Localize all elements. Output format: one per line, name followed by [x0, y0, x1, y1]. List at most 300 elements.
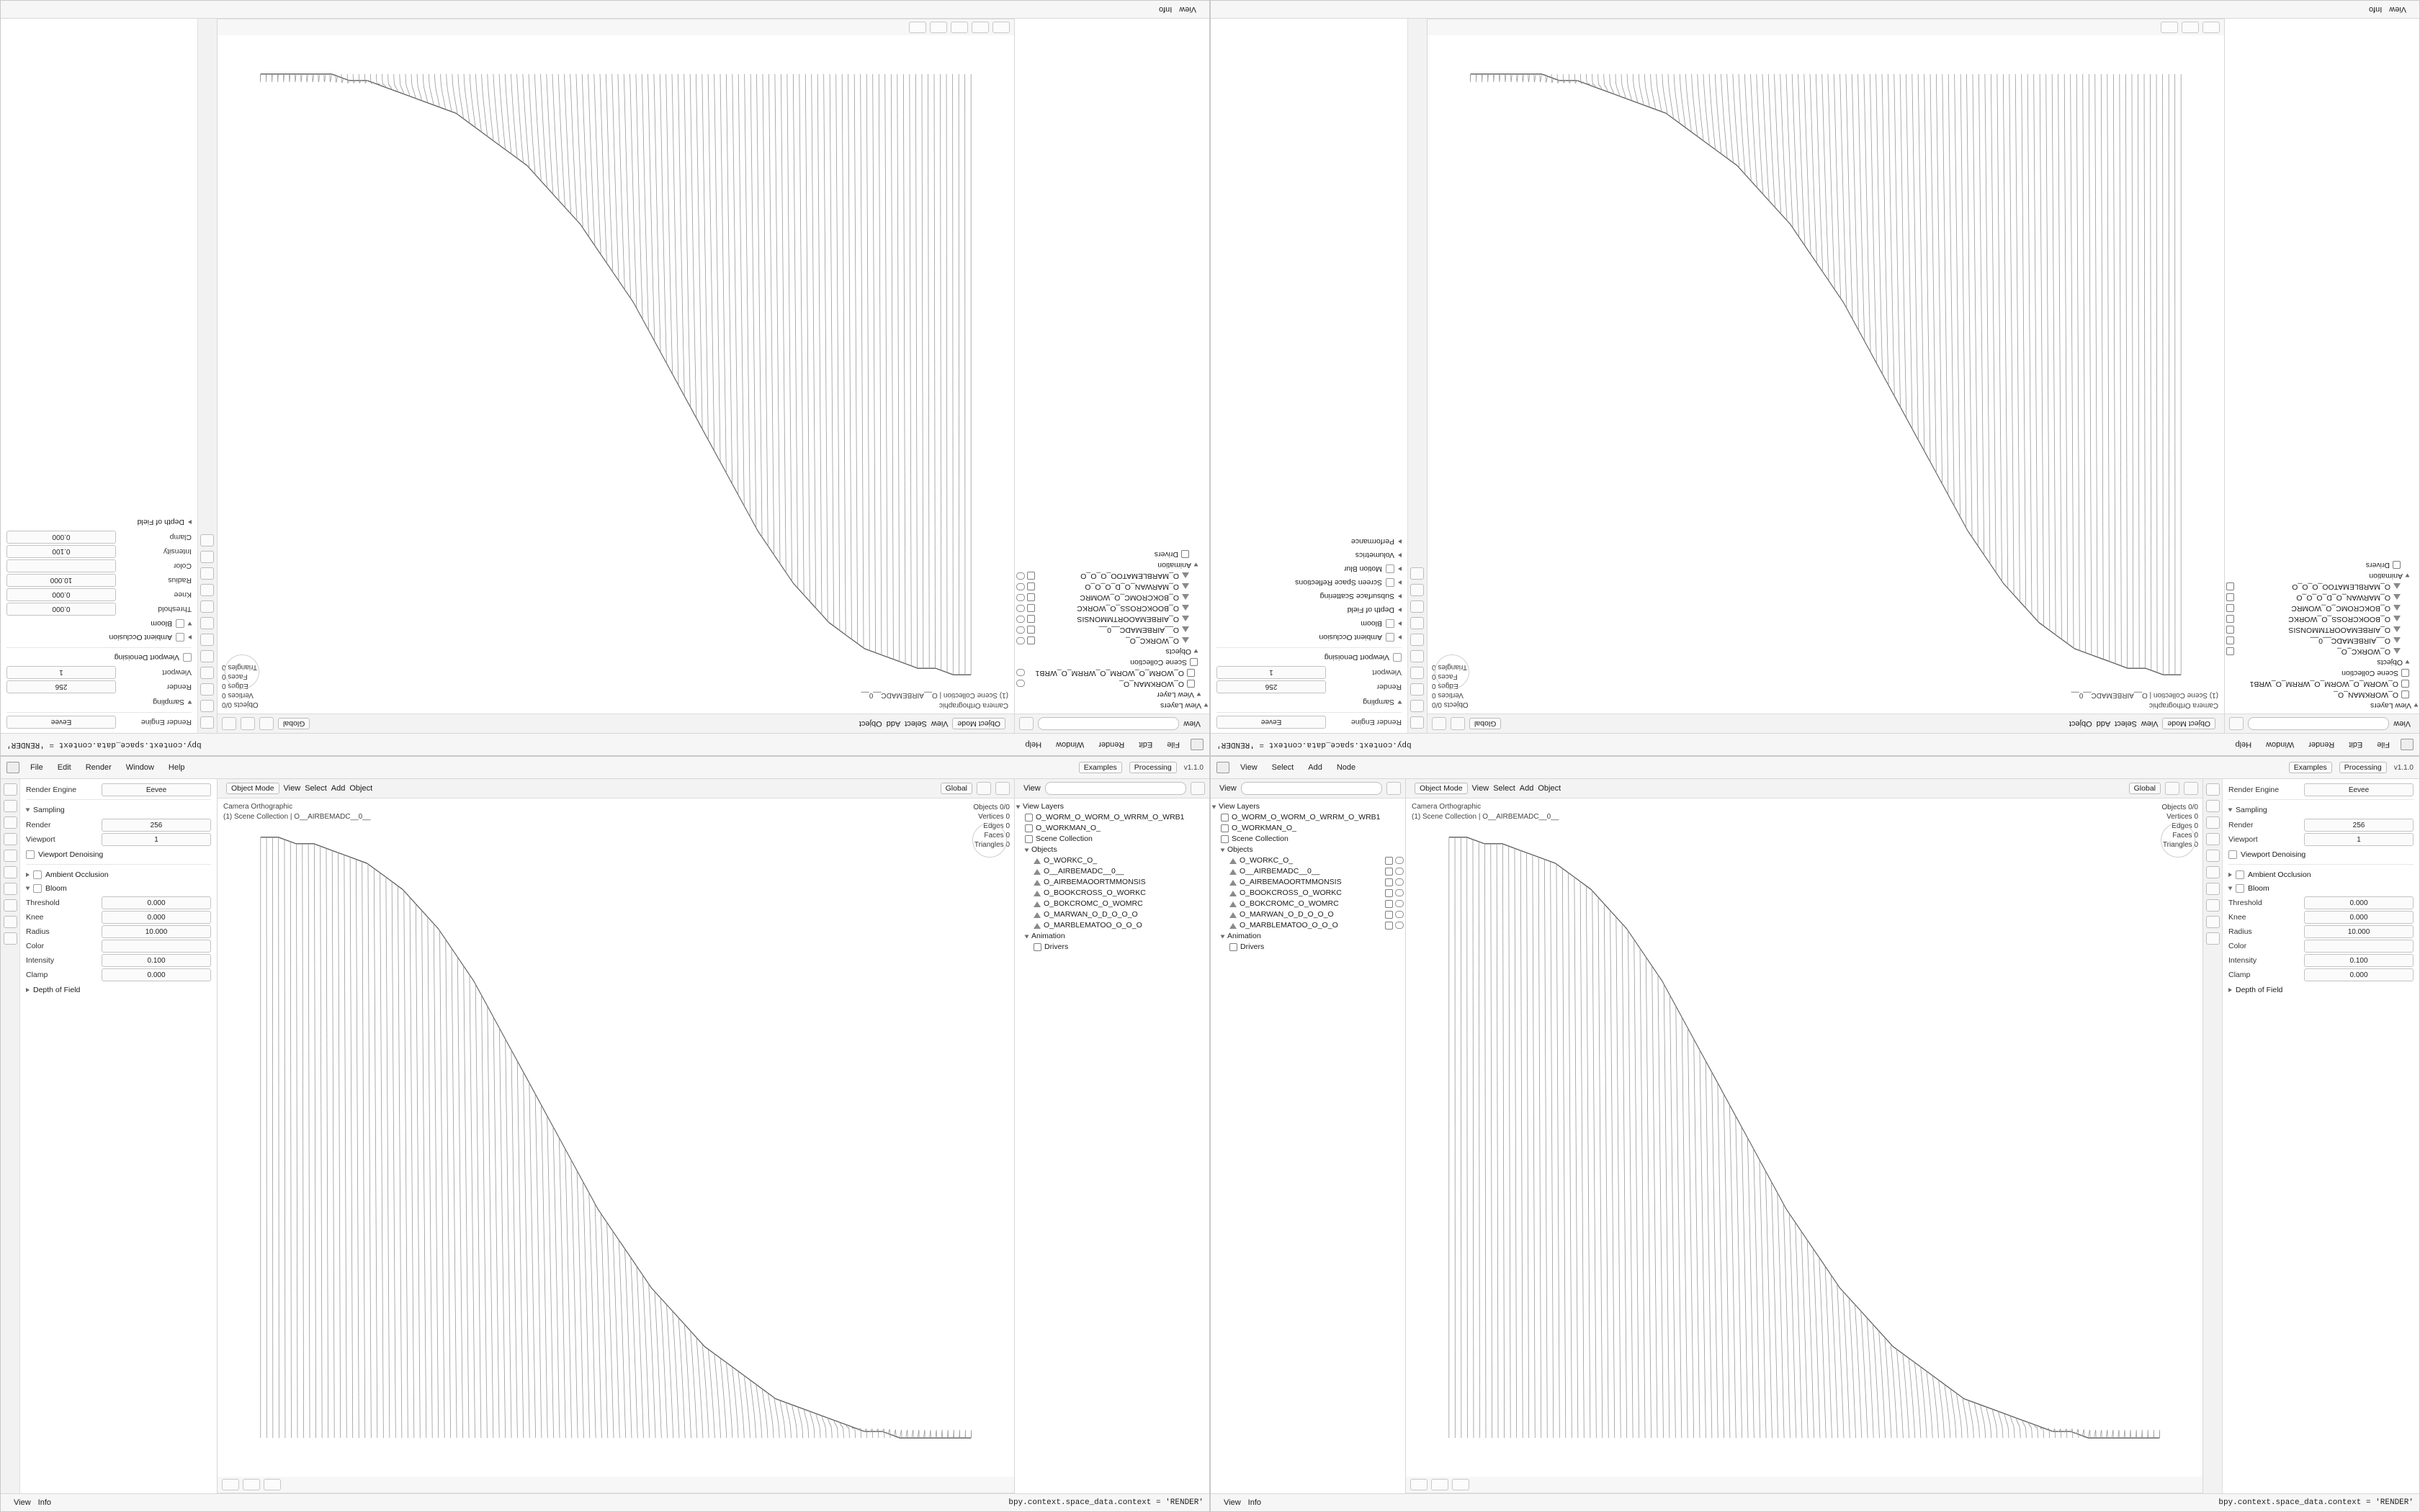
panel-performance[interactable]	[1216, 535, 1402, 549]
shading-solid-icon[interactable]	[995, 782, 1010, 795]
table-row[interactable]	[1016, 613, 1208, 624]
render-engine-value[interactable]: Eevee	[2304, 783, 2414, 796]
outliner-search-input[interactable]	[1045, 782, 1186, 795]
bloom-knee-field[interactable]	[26, 911, 211, 924]
list-item[interactable]	[1016, 812, 1208, 823]
bloom-knee-field[interactable]	[6, 588, 192, 601]
tab-view-layer[interactable]	[2206, 833, 2220, 845]
list-item[interactable]	[1016, 942, 1208, 953]
outliner-view-menu[interactable]: View	[1183, 719, 1201, 728]
bloom-clamp-field[interactable]	[26, 968, 211, 981]
checkbox-icon[interactable]	[1385, 857, 1393, 865]
render-samples-value[interactable]: 256	[6, 680, 116, 693]
panel-depth-of-field[interactable]	[6, 516, 192, 529]
tab-view-layer[interactable]	[4, 833, 17, 845]
record-icon[interactable]	[951, 22, 968, 33]
checkbox-icon[interactable]	[1385, 911, 1393, 919]
table-row[interactable]	[1016, 877, 1208, 888]
panel-ambient-occlusion[interactable]	[2228, 868, 2414, 881]
sampling-panel-header[interactable]	[2228, 803, 2414, 817]
filter-icon[interactable]	[1191, 782, 1205, 795]
table-row[interactable]	[1016, 581, 1208, 592]
keyframe-icon[interactable]	[1431, 1479, 1448, 1490]
list-item[interactable]	[1016, 657, 1208, 667]
table-row[interactable]	[1016, 570, 1208, 581]
tab-tool[interactable]	[4, 783, 17, 796]
checkbox-icon[interactable]	[33, 870, 42, 879]
table-row[interactable]	[1016, 909, 1208, 920]
chevron-right-icon[interactable]	[1398, 554, 1402, 558]
viewport-select-menu[interactable]: Select	[2115, 719, 2137, 728]
bloom-color-field[interactable]	[26, 940, 211, 953]
tab-output[interactable]	[201, 683, 215, 696]
tab-render[interactable]	[1411, 700, 1425, 712]
chevron-right-icon[interactable]	[1398, 567, 1402, 572]
list-item[interactable]	[1212, 942, 1404, 953]
render-samples-value[interactable]: 256	[1216, 680, 1326, 693]
status-info-menu[interactable]: Info	[2368, 5, 2383, 14]
panel-bloom[interactable]	[6, 617, 192, 631]
jump-start-icon[interactable]	[930, 22, 947, 33]
chevron-right-icon[interactable]	[1398, 608, 1402, 613]
visibility-icon[interactable]	[1016, 605, 1025, 612]
tab-modifiers[interactable]	[2206, 899, 2220, 912]
bloom-radius-field[interactable]	[26, 925, 211, 938]
field-value[interactable]: 0.000	[2304, 896, 2414, 909]
snap-icon[interactable]	[1451, 717, 1465, 730]
table-row[interactable]	[1212, 877, 1404, 888]
playback-icon[interactable]	[222, 1479, 239, 1490]
transform-orientation-dropdown[interactable]: Global	[941, 783, 972, 794]
viewport-add-menu[interactable]: Add	[331, 784, 346, 793]
list-item[interactable]	[1016, 834, 1208, 845]
checkbox-icon[interactable]	[2226, 582, 2234, 590]
table-row[interactable]	[1016, 920, 1208, 931]
bloom-clamp-field[interactable]	[6, 531, 192, 544]
navigation-gizmo[interactable]	[2161, 823, 2195, 858]
tab-particles[interactable]	[4, 916, 17, 928]
tab-physics[interactable]	[4, 932, 17, 945]
table-row[interactable]	[1016, 855, 1208, 866]
bloom-radius-field[interactable]	[6, 574, 192, 587]
tab-tool[interactable]	[2206, 783, 2220, 796]
tab-modifiers[interactable]	[4, 899, 17, 912]
list-item[interactable]	[1016, 678, 1208, 689]
list-item[interactable]	[1016, 549, 1208, 559]
proportional-edit-icon[interactable]	[241, 717, 255, 730]
record-icon[interactable]	[264, 1479, 281, 1490]
tab-render[interactable]	[201, 700, 215, 712]
sampling-panel-header[interactable]	[6, 695, 192, 709]
tab-material[interactable]	[201, 534, 215, 546]
viewport-select-menu[interactable]: Select	[305, 784, 327, 793]
navigation-gizmo[interactable]	[1435, 654, 1469, 689]
visibility-icon[interactable]	[1016, 637, 1025, 644]
table-row[interactable]	[1212, 888, 1404, 899]
checkbox-icon[interactable]	[1027, 593, 1035, 601]
sampling-render-field[interactable]	[1216, 680, 1402, 693]
panel-bloom[interactable]	[2228, 881, 2414, 895]
list-item[interactable]	[1016, 559, 1208, 570]
tab-modifiers[interactable]	[1411, 600, 1425, 613]
tab-world[interactable]	[4, 866, 17, 878]
list-item[interactable]	[1016, 931, 1208, 942]
chevron-down-icon[interactable]	[188, 622, 192, 626]
table-row[interactable]	[1016, 603, 1208, 613]
chevron-right-icon[interactable]	[2228, 873, 2232, 877]
chevron-down-icon[interactable]	[2228, 809, 2233, 812]
transform-orientation-dropdown[interactable]: Global	[1469, 718, 1501, 729]
status-view-menu[interactable]: View	[1224, 1498, 1241, 1507]
filter-icon[interactable]	[1386, 782, 1401, 795]
tab-object[interactable]	[1411, 617, 1425, 629]
field-value[interactable]: 0.000	[6, 531, 116, 544]
editor-type-icon[interactable]	[1191, 739, 1204, 750]
tab-particles[interactable]	[201, 584, 215, 596]
visibility-icon[interactable]	[1395, 889, 1404, 896]
chevron-down-icon[interactable]	[1221, 935, 1225, 938]
visibility-icon[interactable]	[1395, 878, 1404, 886]
object-mode-dropdown[interactable]: Object Mode	[1415, 783, 1468, 794]
visibility-icon[interactable]	[1016, 616, 1025, 623]
menu-edit[interactable]: Edit	[1139, 740, 1153, 749]
list-item[interactable]	[2226, 678, 2418, 689]
tab-render[interactable]	[2206, 800, 2220, 812]
field-value[interactable]: 10.000	[102, 925, 211, 938]
list-item[interactable]	[2226, 570, 2418, 581]
field-value[interactable]: 10.000	[6, 574, 116, 587]
checkbox-icon[interactable]	[1385, 900, 1393, 908]
tab-particles[interactable]	[1411, 584, 1425, 596]
viewport-view-menu[interactable]: View	[931, 719, 949, 728]
table-row[interactable]	[1016, 888, 1208, 899]
render-engine-value[interactable]: Eevee	[102, 783, 211, 796]
viewport-samples-value[interactable]: 1	[1216, 666, 1326, 679]
outliner-view-menu[interactable]: View	[1023, 784, 1041, 793]
checkbox-icon[interactable]	[176, 634, 184, 642]
tab-world[interactable]	[2206, 866, 2220, 878]
status-info-menu[interactable]: Info	[1158, 5, 1173, 14]
tab-scene[interactable]	[2206, 850, 2220, 862]
object-mode-dropdown[interactable]: Object Mode	[952, 718, 1005, 729]
checkbox-icon[interactable]	[2226, 615, 2234, 623]
editor-type-icon[interactable]	[6, 762, 19, 773]
checkbox-icon[interactable]	[176, 620, 184, 629]
tab-particles[interactable]	[2206, 916, 2220, 928]
chevron-down-icon[interactable]	[1212, 805, 1216, 809]
checkbox-icon[interactable]	[2226, 593, 2234, 601]
list-item[interactable]	[2226, 559, 2418, 570]
viewport-canvas[interactable]	[218, 35, 1014, 714]
render-samples-value[interactable]: 256	[2304, 819, 2414, 832]
field-value[interactable]: 0.000	[2304, 968, 2414, 981]
viewport-add-menu[interactable]: Add	[1519, 784, 1534, 793]
playback-icon[interactable]	[2202, 22, 2220, 33]
checkbox-icon[interactable]	[1385, 922, 1393, 930]
viewport-view-menu[interactable]: View	[2141, 719, 2159, 728]
tab-world[interactable]	[201, 634, 215, 646]
chevron-down-icon[interactable]	[2406, 660, 2410, 664]
sampling-viewport-field[interactable]	[1216, 666, 1402, 679]
filter-icon[interactable]	[2229, 717, 2244, 730]
checkbox-icon[interactable]	[1385, 889, 1393, 897]
status-view-menu[interactable]: View	[14, 1498, 31, 1507]
menu-window[interactable]: Window	[125, 763, 154, 772]
checkbox-icon[interactable]	[2226, 636, 2234, 644]
tab-modifiers[interactable]	[201, 600, 215, 613]
viewport-denoising-row[interactable]	[1216, 651, 1402, 665]
chevron-down-icon[interactable]	[26, 809, 30, 812]
field-value[interactable]: 10.000	[2304, 925, 2414, 938]
table-row[interactable]	[1212, 920, 1404, 931]
viewport-object-menu[interactable]: Object	[2069, 719, 2092, 728]
viewport-view-menu[interactable]: View	[1471, 784, 1489, 793]
bloom-threshold-field[interactable]	[2228, 896, 2414, 909]
shading-solid-icon[interactable]	[2184, 782, 2198, 795]
chevron-down-icon[interactable]	[1194, 563, 1198, 567]
tab-render[interactable]	[4, 800, 17, 812]
outliner-search-input[interactable]	[2248, 717, 2389, 730]
menu-window[interactable]: Window	[1056, 740, 1085, 749]
keyframe-icon[interactable]	[243, 1479, 260, 1490]
menu-file[interactable]: File	[2377, 740, 2390, 749]
tab-scene[interactable]	[1411, 650, 1425, 662]
bloom-color-field[interactable]	[6, 559, 192, 572]
examples-dropdown[interactable]: Examples	[2289, 762, 2332, 773]
chevron-down-icon[interactable]	[26, 886, 30, 890]
chevron-down-icon[interactable]	[1025, 848, 1029, 852]
panel-subsurface-scattering[interactable]	[1216, 590, 1402, 603]
menu-render[interactable]: Render	[1098, 740, 1125, 749]
visibility-icon[interactable]	[1016, 626, 1025, 634]
tab-physics[interactable]	[2206, 932, 2220, 945]
checkbox-icon[interactable]	[26, 850, 35, 859]
render-samples-value[interactable]: 256	[102, 819, 211, 832]
viewport-object-menu[interactable]: Object	[859, 719, 882, 728]
chevron-right-icon[interactable]	[1398, 636, 1402, 640]
field-value[interactable]: 0.100	[6, 545, 116, 558]
chevron-right-icon[interactable]	[188, 521, 192, 525]
processing-dropdown[interactable]: Processing	[1129, 762, 1177, 773]
table-row[interactable]	[2226, 624, 2418, 635]
bloom-intensity-field[interactable]	[2228, 954, 2414, 967]
bloom-color-field[interactable]	[2228, 940, 2414, 953]
visibility-icon[interactable]	[1016, 680, 1025, 688]
transform-orientation-dropdown[interactable]: Global	[2129, 783, 2161, 794]
list-item[interactable]	[2226, 689, 2418, 700]
tab-world[interactable]	[1411, 634, 1425, 646]
tab-tool[interactable]	[201, 716, 215, 729]
list-item[interactable]	[1016, 646, 1208, 657]
checkbox-icon[interactable]	[1386, 565, 1394, 574]
outliner-row-view-layers[interactable]	[2226, 700, 2418, 711]
table-row[interactable]	[2226, 613, 2418, 624]
outliner-row-view-layers[interactable]	[1212, 801, 1404, 812]
processing-dropdown[interactable]: Processing	[2339, 762, 2387, 773]
tab-tool[interactable]	[1411, 716, 1425, 729]
field-value[interactable]	[2304, 940, 2414, 953]
viewport-canvas-2[interactable]	[1428, 35, 2224, 714]
chevron-right-icon[interactable]	[1398, 595, 1402, 599]
chevron-right-icon[interactable]	[26, 988, 30, 992]
sampling-render-field[interactable]	[2228, 819, 2414, 832]
chevron-down-icon[interactable]	[2414, 703, 2419, 707]
bloom-clamp-field[interactable]	[2228, 968, 2414, 981]
shading-solid-icon[interactable]	[1432, 717, 1446, 730]
outliner-row-view-layers[interactable]	[1016, 801, 1208, 812]
menu-edit[interactable]: Edit	[2349, 740, 2363, 749]
tab-output[interactable]	[4, 816, 17, 829]
status-info-menu[interactable]: Info	[1247, 1498, 1262, 1507]
list-item[interactable]	[1016, 845, 1208, 855]
viewport-object-menu[interactable]: Object	[1538, 784, 1561, 793]
menu-help[interactable]: Help	[2235, 740, 2252, 749]
bloom-intensity-field[interactable]	[26, 954, 211, 967]
field-value[interactable]: 0.100	[102, 954, 211, 967]
table-row[interactable]	[1016, 624, 1208, 635]
checkbox-icon[interactable]	[2226, 647, 2234, 655]
menu-select[interactable]: Select	[1271, 763, 1294, 772]
tab-object[interactable]	[4, 883, 17, 895]
panel-depth-of-field[interactable]	[2228, 983, 2414, 996]
menu-render[interactable]: Render	[85, 763, 112, 772]
panel-motion-blur[interactable]	[1216, 562, 1402, 576]
tab-output[interactable]	[1411, 683, 1425, 696]
chevron-right-icon[interactable]	[1398, 540, 1402, 544]
viewport-samples-value[interactable]: 1	[6, 666, 116, 679]
sampling-panel-header[interactable]	[26, 803, 211, 817]
status-view-menu[interactable]: View	[2389, 5, 2406, 14]
field-value[interactable]	[102, 940, 211, 953]
visibility-icon[interactable]	[1016, 583, 1025, 590]
viewport-add-menu[interactable]: Add	[886, 719, 901, 728]
checkbox-icon[interactable]	[2226, 626, 2234, 634]
chevron-right-icon[interactable]	[1398, 581, 1402, 585]
object-mode-dropdown[interactable]: Object Mode	[2162, 718, 2215, 729]
object-mode-dropdown[interactable]: Object Mode	[226, 783, 279, 794]
render-engine-value[interactable]: Eevee	[6, 716, 116, 729]
checkbox-icon[interactable]	[183, 654, 192, 662]
record-icon[interactable]	[2161, 22, 2178, 33]
list-item[interactable]	[1212, 812, 1404, 823]
bloom-threshold-field[interactable]	[26, 896, 211, 909]
bloom-knee-field[interactable]	[2228, 911, 2414, 924]
table-row[interactable]	[1016, 899, 1208, 909]
shading-solid-icon[interactable]	[222, 717, 236, 730]
render-engine-field[interactable]	[26, 783, 211, 796]
keyframe-icon[interactable]	[972, 22, 989, 33]
table-row[interactable]	[1016, 866, 1208, 877]
status-view-menu[interactable]: View	[1179, 5, 1196, 14]
viewport-samples-value[interactable]: 1	[102, 833, 211, 846]
visibility-icon[interactable]	[1395, 900, 1404, 907]
checkbox-icon[interactable]	[1385, 878, 1393, 886]
checkbox-icon[interactable]	[2226, 604, 2234, 612]
sampling-panel-header[interactable]	[1216, 695, 1402, 709]
checkbox-icon[interactable]	[1027, 636, 1035, 644]
chevron-down-icon[interactable]	[1194, 649, 1198, 653]
panel-ambient-occlusion[interactable]	[6, 631, 192, 644]
tab-object[interactable]	[2206, 883, 2220, 895]
viewport-view-menu[interactable]: View	[283, 784, 301, 793]
table-row[interactable]	[1212, 855, 1404, 866]
list-item[interactable]	[1016, 823, 1208, 834]
menu-view[interactable]: View	[1240, 763, 1258, 772]
checkbox-icon[interactable]	[1027, 582, 1035, 590]
checkbox-icon[interactable]	[2228, 850, 2237, 859]
list-item[interactable]	[1212, 931, 1404, 942]
menu-window[interactable]: Window	[2266, 740, 2295, 749]
list-item[interactable]	[1212, 834, 1404, 845]
render-engine-value[interactable]: Eevee	[1216, 716, 1326, 729]
editor-type-icon[interactable]	[2401, 739, 2414, 750]
tab-physics[interactable]	[201, 567, 215, 580]
menu-node[interactable]: Node	[1336, 763, 1356, 772]
viewport-denoising-row[interactable]	[26, 847, 211, 861]
chevron-down-icon[interactable]	[1197, 693, 1201, 696]
tab-output[interactable]	[2206, 816, 2220, 829]
render-engine-field[interactable]	[1216, 716, 1402, 729]
chevron-down-icon[interactable]	[1016, 805, 1021, 809]
checkbox-icon[interactable]	[1027, 626, 1035, 634]
checkbox-icon[interactable]	[1027, 572, 1035, 580]
menu-file[interactable]: File	[1167, 740, 1180, 749]
panel-bloom[interactable]	[26, 881, 211, 895]
panel-ambient-occlusion[interactable]	[1216, 631, 1402, 644]
table-row[interactable]	[2226, 646, 2418, 657]
checkbox-icon[interactable]	[1385, 868, 1393, 876]
snap-icon[interactable]	[259, 717, 274, 730]
outliner-row-view-layers[interactable]	[1016, 700, 1208, 711]
checkbox-icon[interactable]	[1386, 620, 1394, 629]
outliner-search-input[interactable]	[1241, 782, 1382, 795]
viewport-canvas-3[interactable]	[218, 798, 1014, 1477]
field-value[interactable]: 0.000	[6, 588, 116, 601]
chevron-right-icon[interactable]	[188, 636, 192, 640]
table-row[interactable]	[1016, 592, 1208, 603]
table-row[interactable]	[1212, 866, 1404, 877]
field-value[interactable]: 0.000	[102, 896, 211, 909]
playback-icon[interactable]	[1410, 1479, 1428, 1490]
outliner-view-menu[interactable]: View	[1219, 784, 1237, 793]
visibility-icon[interactable]	[1395, 911, 1404, 918]
field-value[interactable]: 0.000	[102, 911, 211, 924]
menu-render[interactable]: Render	[2308, 740, 2335, 749]
tab-physics[interactable]	[1411, 567, 1425, 580]
checkbox-icon[interactable]	[1027, 604, 1035, 612]
visibility-icon[interactable]	[1016, 594, 1025, 601]
checkbox-icon[interactable]	[1386, 634, 1394, 642]
visibility-icon[interactable]	[1395, 868, 1404, 875]
filter-icon[interactable]	[1019, 717, 1034, 730]
chevron-right-icon[interactable]	[1398, 622, 1402, 626]
tab-scene[interactable]	[4, 850, 17, 862]
render-engine-field[interactable]	[6, 716, 192, 729]
field-value[interactable]: 0.000	[2304, 911, 2414, 924]
panel-ambient-occlusion[interactable]	[26, 868, 211, 881]
transform-orientation-dropdown[interactable]: Global	[278, 718, 310, 729]
outliner-search-input[interactable]	[1038, 717, 1179, 730]
snap-icon[interactable]	[2165, 782, 2179, 795]
field-value[interactable]: 0.000	[6, 603, 116, 616]
chevron-right-icon[interactable]	[26, 873, 30, 877]
field-value[interactable]: 0.100	[2304, 954, 2414, 967]
bloom-intensity-field[interactable]	[6, 545, 192, 558]
list-item[interactable]	[1016, 667, 1208, 678]
tab-view-layer[interactable]	[1411, 667, 1425, 679]
checkbox-icon[interactable]	[1386, 579, 1394, 588]
table-row[interactable]	[2226, 581, 2418, 592]
